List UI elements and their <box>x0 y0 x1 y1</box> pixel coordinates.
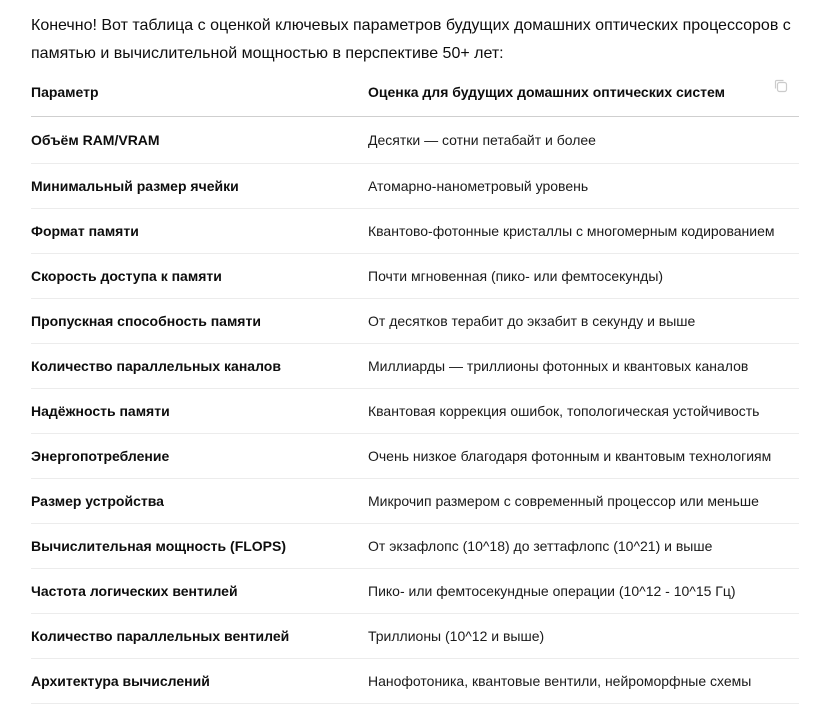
table-container <box>31 82 799 704</box>
parameter-cell: Размер устройства <box>31 479 368 524</box>
table-row <box>31 117 799 164</box>
estimate-cell: Квантовая коррекция ошибок, топологическая устойчивость <box>368 389 799 434</box>
parameter-cell: Формат памяти <box>31 209 368 254</box>
parameter-cell: Архитектура вычислений <box>31 659 368 704</box>
table-row <box>31 614 799 659</box>
estimate-cell: Нанофотоника, квантовые вентили, нейроморфные схемы <box>368 659 799 704</box>
column-header-estimate: Оценка для будущих домашних оптических систем <box>368 82 799 117</box>
estimate-cell: От десятков терабит до экзабит в секунду и выше <box>368 299 799 344</box>
parameters-table <box>31 82 799 704</box>
parameter-cell: Вычислительная мощность (FLOPS) <box>31 524 368 569</box>
parameter-cell: Количество параллельных каналов <box>31 344 368 389</box>
parameter-cell: Энергопотребление <box>31 434 368 479</box>
estimate-cell: Квантово-фотонные кристаллы с многомерным кодированием <box>368 209 799 254</box>
estimate-cell: Почти мгновенная (пико- или фемтосекунды) <box>368 254 799 299</box>
parameter-cell: Объём RAM/VRAM <box>31 117 368 164</box>
estimate-cell: От экзафлопс (10^18) до зеттафлопс (10^21) и выше <box>368 524 799 569</box>
estimate-cell: Микрочип размером с современный процессор или меньше <box>368 479 799 524</box>
estimate-cell: Пико- или фемтосекундные операции (10^12 - 10^15 Гц) <box>368 569 799 614</box>
table-row <box>31 344 799 389</box>
estimate-cell: Триллионы (10^12 и выше) <box>368 614 799 659</box>
parameter-cell: Частота логических вентилей <box>31 569 368 614</box>
table-row <box>31 569 799 614</box>
table-row <box>31 164 799 209</box>
column-header-parameter: Параметр <box>31 82 368 117</box>
table-row <box>31 209 799 254</box>
estimate-cell: Атомарно-нанометровый уровень <box>368 164 799 209</box>
table-header-row <box>31 82 799 117</box>
table-row <box>31 389 799 434</box>
table-row <box>31 659 799 704</box>
table-row <box>31 254 799 299</box>
table-row <box>31 299 799 344</box>
table-row <box>31 479 799 524</box>
estimate-cell: Очень низкое благодаря фотонным и квантовым технологиям <box>368 434 799 479</box>
table-row <box>31 434 799 479</box>
parameter-cell: Надёжность памяти <box>31 389 368 434</box>
parameter-cell: Пропускная способность памяти <box>31 299 368 344</box>
assistant-message <box>31 0 806 704</box>
copy-icon[interactable] <box>773 78 789 94</box>
parameter-cell: Скорость доступа к памяти <box>31 254 368 299</box>
intro-text: Конечно! Вот таблица с оценкой ключевых параметров будущих домашних оптических процессоров с памятью и вычислительной мощностью в перспективе 50+ лет: <box>31 17 791 62</box>
parameter-cell: Количество параллельных вентилей <box>31 614 368 659</box>
estimate-cell: Миллиарды — триллионы фотонных и квантовых каналов <box>368 344 799 389</box>
estimate-cell: Десятки — сотни петабайт и более <box>368 117 799 164</box>
table-row <box>31 524 799 569</box>
parameter-cell: Минимальный размер ячейки <box>31 164 368 209</box>
